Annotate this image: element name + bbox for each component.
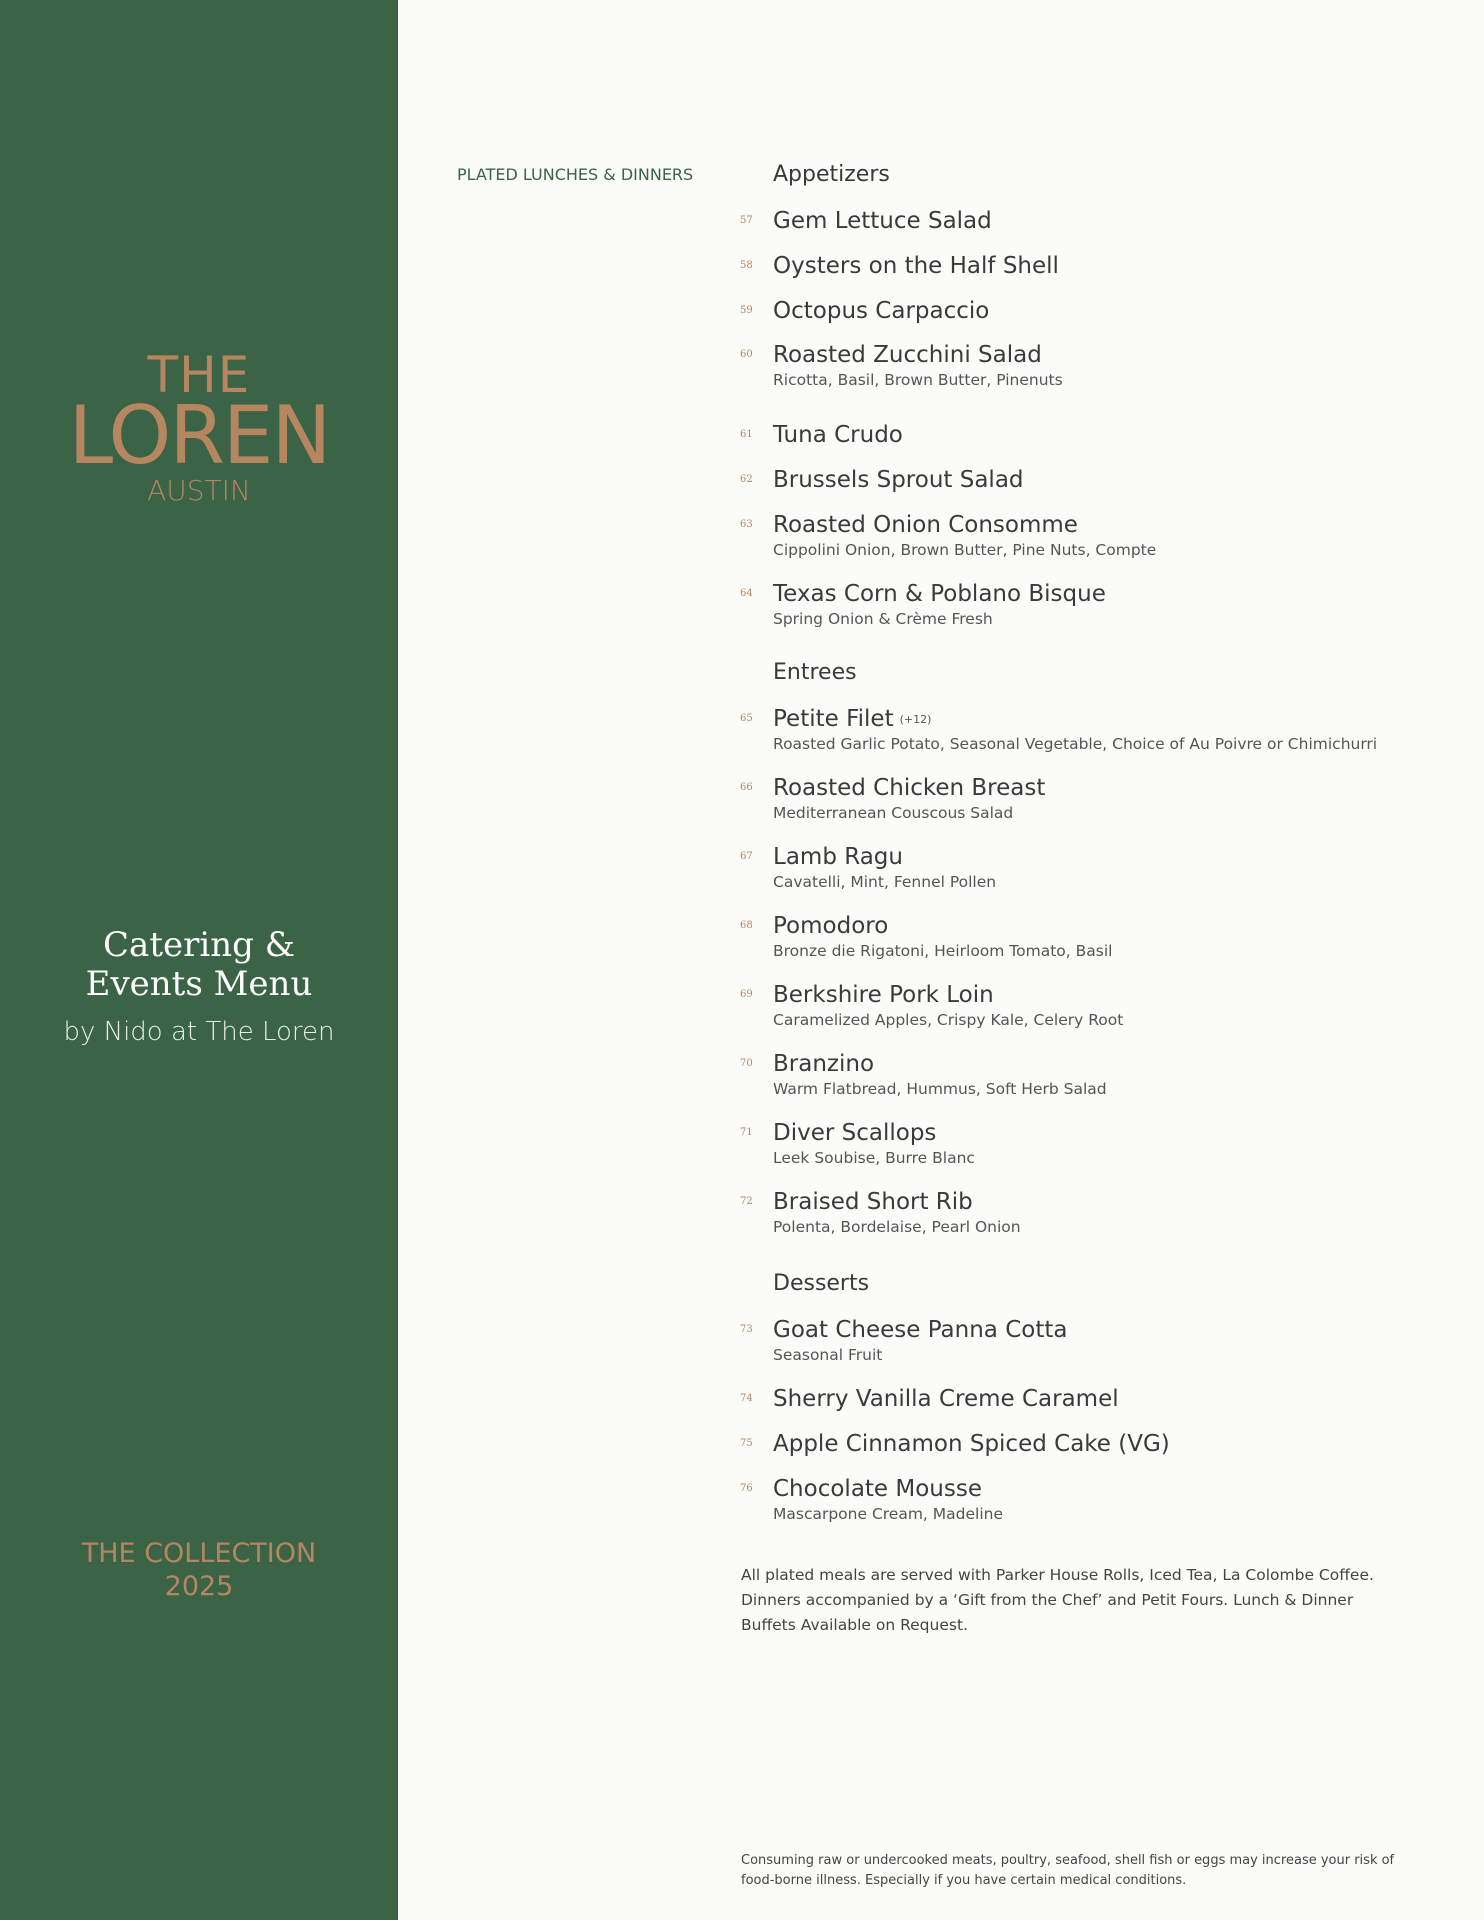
menu-item-description: Mediterranean Couscous Salad [773,804,1014,822]
menu-item-name-text: Chocolate Mousse [773,1476,982,1502]
collection-label [0,1537,398,1603]
menu-item-name-text: Berkshire Pork Loin [773,982,994,1008]
menu-item-name-text: Roasted Chicken Breast [773,775,1046,801]
catering-subtitle: by Nido at The Loren [63,1017,335,1047]
menu-item-number: 74 [740,1393,753,1404]
menu-item-name [773,511,1078,539]
menu-item-number: 66 [740,782,753,793]
catering-title-line1: Catering & [103,925,295,965]
menu-item-name-text: Goat Cheese Panna Cotta [773,1317,1068,1343]
menu-item-description: Spring Onion & Crème Fresh [773,610,993,628]
menu-item-number: 57 [740,215,753,226]
menu-item-number: 70 [740,1058,753,1069]
menu-item-number: 58 [740,260,753,271]
menu-item-name [773,1475,982,1503]
menu-item-name [773,252,1059,280]
menu-item-description: Roasted Garlic Potato, Seasonal Vegetable, Choice of Au Poivre or Chimichurri [773,735,1378,753]
menu-item-name-text: Oysters on the Half Shell [773,253,1059,279]
menu-item-name-text: Sherry Vanilla Creme Caramel [773,1386,1119,1412]
menu-item-description: Bronze die Rigatoni, Heirloom Tomato, Basil [773,942,1113,960]
menu-item-name [773,466,1024,494]
menu-item-name [773,705,931,734]
menu-item-description: Warm Flatbread, Hummus, Soft Herb Salad [773,1080,1107,1098]
catering-title-line2: Events Menu [85,964,313,1004]
menu-item-number: 64 [740,588,753,599]
menu-item-name [773,207,992,235]
menu-item-name [773,580,1106,608]
menu-item-name-text: Diver Scallops [773,1120,937,1146]
menu-item-name [773,341,1042,369]
menu-item-name-text: Braised Short Rib [773,1189,973,1215]
brand-the: THE [147,346,251,404]
menu-item-description: Cippolini Onion, Brown Butter, Pine Nuts, Compte [773,541,1157,559]
brand-city: AUSTIN [147,474,251,507]
menu-item-number: 71 [740,1127,753,1138]
menu-item-name [773,297,989,325]
menu-item-description: Mascarpone Cream, Madeline [773,1505,1004,1523]
menu-item-name-text: Roasted Zucchini Salad [773,342,1042,368]
brand-loren: LOREN [68,389,330,482]
menu-item-number: 72 [740,1196,753,1207]
menu-item-number: 75 [740,1438,753,1449]
health-disclaimer: Consuming raw or undercooked meats, poultry, seafood, shell fish or eggs may increase your risk of food-borne illness. Especially if you have certain medical conditions. [741,1853,1395,1888]
menu-item-number: 65 [740,713,753,724]
menu-item-name [773,1430,1170,1458]
menu-item-name-text: Gem Lettuce Salad [773,208,992,234]
menu-item-name [773,1119,936,1147]
collection-year: 2025 [164,1571,234,1602]
menu-item-number: 61 [740,429,753,440]
menu-item-name [773,774,1045,802]
menu-item-number: 69 [740,989,753,1000]
menu-item-name [773,1385,1119,1413]
menu-item-number: 59 [740,305,753,316]
menu-item-name [773,912,888,940]
menu-item-name-text: Brussels Sprout Salad [773,467,1024,493]
menu-item-name-text: Pomodoro [773,913,889,939]
menu-item-number: 67 [740,851,753,862]
menu-item-name-text: Lamb Ragu [773,844,903,870]
menu-item-number: 73 [740,1324,753,1335]
menu-item-description: Ricotta, Basil, Brown Butter, Pinenuts [773,371,1063,389]
menu-item-name [773,981,994,1009]
menu-item-description: Polenta, Bordelaise, Pearl Onion [773,1218,1021,1236]
menu-item-number: 62 [740,474,753,485]
menu-item-description: Cavatelli, Mint, Fennel Pollen [773,873,997,891]
menu-item-name [773,1050,874,1078]
menu-item-number: 60 [740,349,753,360]
menu-item-name [773,421,903,449]
section-title-entrees: Entrees [773,660,857,685]
menu-item-name [773,1316,1067,1344]
menu-item-name-text: Petite Filet [773,706,894,732]
menu-item-name-text: Tuna Crudo [773,422,903,448]
menu-item-price: (+12) [899,713,932,726]
menu-item-description: Caramelized Apples, Crispy Kale, Celery Root [773,1011,1124,1029]
menu-item-name [773,843,903,871]
section-label: PLATED LUNCHES & DINNERS [457,165,694,184]
menu-item-description: Seasonal Fruit [773,1346,883,1364]
section-title-desserts: Desserts [773,1271,870,1296]
menu-item-name-text: Apple Cinnamon Spiced Cake (VG) [773,1431,1170,1457]
sidebar [0,0,398,1920]
menu-item-name [773,1188,973,1216]
menu-item-number: 76 [740,1483,753,1494]
menu-item-description: Leek Soubise, Burre Blanc [773,1149,975,1167]
menu-item-name-text: Roasted Onion Consomme [773,512,1078,538]
menu-item-name-text: Octopus Carpaccio [773,298,990,324]
menu-item-name-text: Branzino [773,1051,875,1077]
section-title-appetizers: Appetizers [773,162,890,187]
menu-item-name-text: Texas Corn & Poblano Bisque [773,581,1106,607]
collection-line1: THE COLLECTION [81,1538,317,1569]
catering-title [0,926,398,1004]
service-note: All plated meals are served with Parker House Rolls, Iced Tea, La Colombe Coffee. Dinners accompanied by a ‘Gift from the Chef’ and Petit Fours. Lunch & Dinner Buffets Available on Request. [741,1566,1374,1634]
menu-item-number: 63 [740,519,753,530]
menu-item-number: 68 [740,920,753,931]
